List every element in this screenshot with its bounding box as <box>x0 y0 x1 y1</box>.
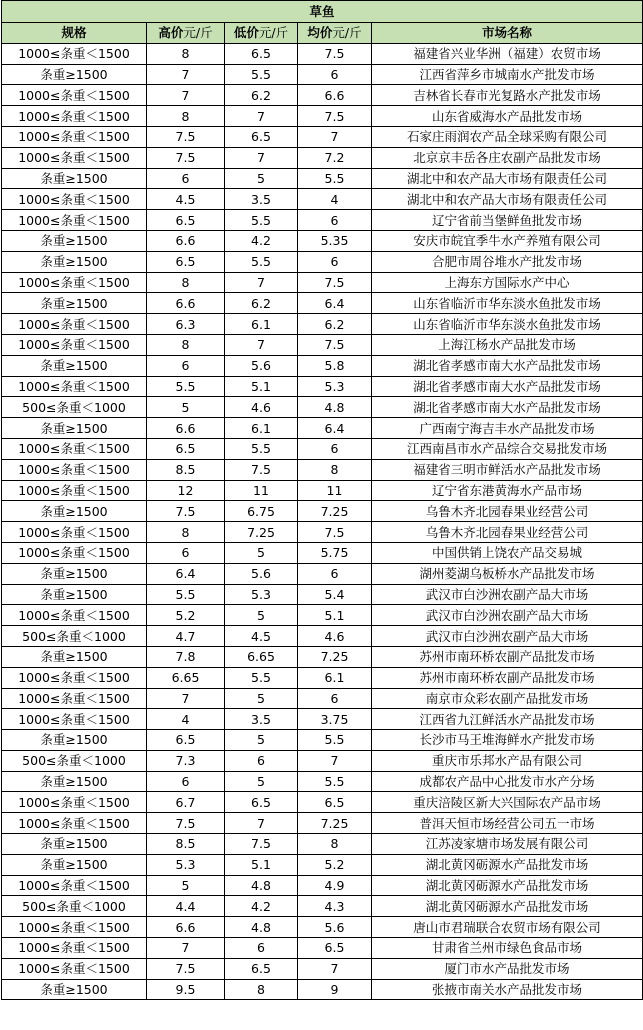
cell-high: 5.5 <box>147 584 225 605</box>
cell-low: 6.65 <box>225 646 298 667</box>
cell-avg: 4 <box>298 189 372 210</box>
cell-avg: 5.4 <box>298 584 372 605</box>
cell-low: 4.2 <box>225 230 298 251</box>
cell-spec: 1000≤条重＜1500 <box>2 542 147 563</box>
cell-high: 6.6 <box>147 917 225 938</box>
cell-spec: 条重≥1500 <box>2 854 147 875</box>
cell-market: 湖北省孝感市南大水产品批发市场 <box>372 376 643 397</box>
cell-high: 6 <box>147 355 225 376</box>
cell-spec: 1000≤条重＜1500 <box>2 334 147 355</box>
cell-low: 4.8 <box>225 875 298 896</box>
header-high <box>147 23 225 44</box>
cell-high: 4.7 <box>147 626 225 647</box>
cell-spec: 1000≤条重＜1500 <box>2 189 147 210</box>
cell-avg: 5.6 <box>298 917 372 938</box>
cell-high: 7.5 <box>147 813 225 834</box>
cell-spec: 条重≥1500 <box>2 834 147 855</box>
cell-market: 湖北黄冈砺源水产品批发市场 <box>372 875 643 896</box>
cell-low: 5 <box>225 730 298 751</box>
cell-avg: 6.5 <box>298 792 372 813</box>
cell-high: 4.5 <box>147 189 225 210</box>
cell-high: 5.5 <box>147 376 225 397</box>
cell-avg: 6 <box>298 563 372 584</box>
cell-market: 上海江杨水产品批发市场 <box>372 334 643 355</box>
table-row <box>2 418 643 439</box>
cell-avg: 5.1 <box>298 605 372 626</box>
table-row <box>2 251 643 272</box>
cell-avg: 6 <box>298 251 372 272</box>
cell-spec: 500≤条重＜1000 <box>2 397 147 418</box>
cell-spec: 条重≥1500 <box>2 563 147 584</box>
cell-spec: 1000≤条重＜1500 <box>2 875 147 896</box>
cell-market: 成都农产品中心批发市水产分场 <box>372 771 643 792</box>
cell-avg: 6 <box>298 210 372 231</box>
cell-market: 山东省临沂市华东淡水鱼批发市场 <box>372 314 643 335</box>
cell-spec: 条重≥1500 <box>2 584 147 605</box>
table-row <box>2 438 643 459</box>
cell-high: 6.5 <box>147 210 225 231</box>
cell-market: 乌鲁木齐北园春果业经营公司 <box>372 522 643 543</box>
cell-high: 7.5 <box>147 501 225 522</box>
cell-low: 4.8 <box>225 917 298 938</box>
cell-spec: 1000≤条重＜1500 <box>2 480 147 501</box>
table-title: 草鱼 <box>2 1 643 23</box>
table-row <box>2 397 643 418</box>
cell-low: 7.5 <box>225 834 298 855</box>
cell-spec: 1000≤条重＜1500 <box>2 43 147 64</box>
table-row <box>2 147 643 168</box>
cell-spec: 1000≤条重＜1500 <box>2 272 147 293</box>
cell-high: 6.4 <box>147 563 225 584</box>
cell-high: 9.5 <box>147 979 225 1000</box>
cell-high: 8.5 <box>147 459 225 480</box>
cell-spec: 1000≤条重＜1500 <box>2 958 147 979</box>
cell-high: 6.3 <box>147 314 225 335</box>
cell-spec: 1000≤条重＜1500 <box>2 126 147 147</box>
cell-avg: 8 <box>298 459 372 480</box>
cell-low: 3.5 <box>225 709 298 730</box>
table-row <box>2 230 643 251</box>
cell-low: 6 <box>225 750 298 771</box>
cell-spec: 1000≤条重＜1500 <box>2 376 147 397</box>
table-row <box>2 626 643 647</box>
cell-avg: 4.3 <box>298 896 372 917</box>
table-body <box>2 43 643 1000</box>
cell-low: 5 <box>225 542 298 563</box>
cell-low: 7.5 <box>225 459 298 480</box>
cell-high: 6.6 <box>147 293 225 314</box>
table-row <box>2 688 643 709</box>
table-row <box>2 584 643 605</box>
cell-avg: 9 <box>298 979 372 1000</box>
cell-avg: 8 <box>298 834 372 855</box>
table-row <box>2 459 643 480</box>
table-row <box>2 813 643 834</box>
cell-market: 广西南宁海吉丰水产品批发市场 <box>372 418 643 439</box>
cell-high: 7 <box>147 688 225 709</box>
cell-market: 福建省三明市鲜活水产品批发市场 <box>372 459 643 480</box>
header-high-unit: 元/斤 <box>183 25 213 41</box>
header-spec: 规格 <box>2 23 147 44</box>
cell-high: 7.8 <box>147 646 225 667</box>
cell-avg: 5.5 <box>298 771 372 792</box>
cell-spec: 条重≥1500 <box>2 418 147 439</box>
cell-avg: 6.5 <box>298 938 372 959</box>
cell-market: 中国供销上饶农产品交易城 <box>372 542 643 563</box>
cell-high: 5 <box>147 397 225 418</box>
cell-spec: 1000≤条重＜1500 <box>2 917 147 938</box>
cell-high: 7 <box>147 85 225 106</box>
cell-high: 4.4 <box>147 896 225 917</box>
cell-avg: 11 <box>298 480 372 501</box>
cell-high: 7.5 <box>147 147 225 168</box>
header-low-unit: 元/斤 <box>258 25 289 41</box>
title-row <box>2 1 643 23</box>
table-row <box>2 293 643 314</box>
cell-high: 8 <box>147 334 225 355</box>
cell-low: 7.25 <box>225 522 298 543</box>
cell-high: 6.5 <box>147 730 225 751</box>
cell-market: 苏州市南环桥农副产品批发市场 <box>372 646 643 667</box>
cell-avg: 6.1 <box>298 667 372 688</box>
cell-low: 4.2 <box>225 896 298 917</box>
cell-avg: 5.8 <box>298 355 372 376</box>
cell-low: 7 <box>225 334 298 355</box>
cell-market: 南京市众彩农副产品批发市场 <box>372 688 643 709</box>
table-row <box>2 522 643 543</box>
cell-spec: 条重≥1500 <box>2 979 147 1000</box>
cell-low: 5.6 <box>225 563 298 584</box>
table-row <box>2 938 643 959</box>
cell-market: 湖北省孝感市南大水产品批发市场 <box>372 355 643 376</box>
header-low <box>225 23 298 44</box>
cell-high: 6 <box>147 168 225 189</box>
table-row <box>2 979 643 1000</box>
cell-high: 8.5 <box>147 834 225 855</box>
table-row <box>2 501 643 522</box>
cell-avg: 6.4 <box>298 293 372 314</box>
table-row <box>2 126 643 147</box>
cell-low: 5.5 <box>225 667 298 688</box>
cell-market: 厦门市水产品批发市场 <box>372 958 643 979</box>
cell-market: 安庆市皖宜季牛水产养殖有限公司 <box>372 230 643 251</box>
table-row <box>2 85 643 106</box>
cell-market: 甘肃省兰州市绿色食品市场 <box>372 938 643 959</box>
cell-high: 6.5 <box>147 251 225 272</box>
cell-low: 6 <box>225 938 298 959</box>
cell-market: 江西省九江鲜活水产品批发市场 <box>372 709 643 730</box>
table-row <box>2 314 643 335</box>
cell-avg: 7.5 <box>298 334 372 355</box>
cell-avg: 5.3 <box>298 376 372 397</box>
table-row <box>2 376 643 397</box>
cell-market: 武汉市白沙洲农副产品大市场 <box>372 605 643 626</box>
cell-high: 12 <box>147 480 225 501</box>
header-low-label: 低价 <box>233 25 259 41</box>
table-row <box>2 709 643 730</box>
cell-spec: 条重≥1500 <box>2 64 147 85</box>
cell-low: 4.6 <box>225 397 298 418</box>
cell-avg: 5.75 <box>298 542 372 563</box>
header-avg <box>298 23 372 44</box>
table-row <box>2 667 643 688</box>
cell-low: 5 <box>225 771 298 792</box>
cell-avg: 7 <box>298 126 372 147</box>
table-row <box>2 792 643 813</box>
cell-market: 山东省临沂市华东淡水鱼批发市场 <box>372 293 643 314</box>
cell-spec: 条重≥1500 <box>2 293 147 314</box>
cell-market: 北京京丰岳各庄农副产品批发市场 <box>372 147 643 168</box>
cell-low: 6.5 <box>225 43 298 64</box>
cell-spec: 条重≥1500 <box>2 230 147 251</box>
cell-low: 5.3 <box>225 584 298 605</box>
cell-high: 8 <box>147 106 225 127</box>
cell-spec: 条重≥1500 <box>2 646 147 667</box>
cell-market: 湖北中和农产品大市场有限责任公司 <box>372 189 643 210</box>
cell-low: 6.5 <box>225 958 298 979</box>
cell-market: 石家庄雨润农产品全球采购有限公司 <box>372 126 643 147</box>
table-row <box>2 563 643 584</box>
cell-low: 6.1 <box>225 314 298 335</box>
cell-low: 5.5 <box>225 64 298 85</box>
header-high-label: 高价 <box>158 25 184 41</box>
cell-avg: 6 <box>298 688 372 709</box>
cell-avg: 5.5 <box>298 730 372 751</box>
cell-high: 8 <box>147 522 225 543</box>
cell-high: 8 <box>147 272 225 293</box>
cell-high: 6 <box>147 771 225 792</box>
table-row <box>2 917 643 938</box>
header-row <box>2 23 643 44</box>
cell-high: 6.6 <box>147 230 225 251</box>
cell-avg: 7.5 <box>298 106 372 127</box>
cell-low: 8 <box>225 979 298 1000</box>
table-row <box>2 272 643 293</box>
cell-market: 苏州市南环桥农副产品批发市场 <box>372 667 643 688</box>
cell-avg: 7.5 <box>298 272 372 293</box>
cell-avg: 6.2 <box>298 314 372 335</box>
cell-avg: 7.5 <box>298 43 372 64</box>
table-row <box>2 355 643 376</box>
cell-avg: 6.6 <box>298 85 372 106</box>
cell-market: 江西省萍乡市城南水产批发市场 <box>372 64 643 85</box>
cell-spec: 1000≤条重＜1500 <box>2 106 147 127</box>
cell-low: 7 <box>225 813 298 834</box>
cell-low: 5.1 <box>225 376 298 397</box>
header-avg-unit: 元/斤 <box>332 25 362 41</box>
cell-spec: 1000≤条重＜1500 <box>2 709 147 730</box>
cell-market: 湖北黄冈砺源水产品批发市场 <box>372 854 643 875</box>
table-row <box>2 730 643 751</box>
cell-low: 5 <box>225 605 298 626</box>
cell-low: 6.1 <box>225 418 298 439</box>
cell-avg: 7.5 <box>298 522 372 543</box>
cell-low: 6.5 <box>225 126 298 147</box>
cell-market: 湖州菱湖乌板桥水产品批发市场 <box>372 563 643 584</box>
cell-high: 8 <box>147 43 225 64</box>
cell-spec: 1000≤条重＜1500 <box>2 605 147 626</box>
cell-high: 7.3 <box>147 750 225 771</box>
cell-high: 4 <box>147 709 225 730</box>
cell-avg: 7 <box>298 958 372 979</box>
cell-spec: 1000≤条重＜1500 <box>2 147 147 168</box>
table-row <box>2 875 643 896</box>
cell-low: 6.2 <box>225 293 298 314</box>
cell-low: 7 <box>225 106 298 127</box>
cell-spec: 条重≥1500 <box>2 771 147 792</box>
cell-avg: 7.25 <box>298 501 372 522</box>
cell-low: 5.6 <box>225 355 298 376</box>
cell-low: 3.5 <box>225 189 298 210</box>
cell-market: 张掖市南关水产品批发市场 <box>372 979 643 1000</box>
table-row <box>2 958 643 979</box>
cell-spec: 1000≤条重＜1500 <box>2 210 147 231</box>
cell-avg: 3.75 <box>298 709 372 730</box>
table-row <box>2 43 643 64</box>
table-row <box>2 542 643 563</box>
cell-high: 5.2 <box>147 605 225 626</box>
cell-low: 5 <box>225 688 298 709</box>
cell-market: 武汉市白沙洲农副产品大市场 <box>372 584 643 605</box>
cell-spec: 500≤条重＜1000 <box>2 896 147 917</box>
table-row <box>2 168 643 189</box>
cell-high: 6.65 <box>147 667 225 688</box>
table-row <box>2 106 643 127</box>
cell-market: 重庆市乐邦水产品有限公司 <box>372 750 643 771</box>
cell-low: 7 <box>225 272 298 293</box>
cell-spec: 1000≤条重＜1500 <box>2 314 147 335</box>
cell-market: 普洱天恒市场经营公司五一市场 <box>372 813 643 834</box>
cell-market: 江西南昌市水产品综合交易批发市场 <box>372 438 643 459</box>
cell-avg: 7 <box>298 750 372 771</box>
cell-spec: 1000≤条重＜1500 <box>2 938 147 959</box>
table-row <box>2 210 643 231</box>
header-avg-label: 均价 <box>307 25 333 41</box>
cell-high: 6 <box>147 542 225 563</box>
cell-low: 4.5 <box>225 626 298 647</box>
cell-market: 乌鲁木齐北园春果业经营公司 <box>372 501 643 522</box>
cell-market: 上海东方国际水产中心 <box>372 272 643 293</box>
cell-spec: 500≤条重＜1000 <box>2 750 147 771</box>
cell-avg: 7.25 <box>298 646 372 667</box>
cell-high: 5 <box>147 875 225 896</box>
cell-avg: 4.9 <box>298 875 372 896</box>
table-row <box>2 750 643 771</box>
cell-market: 武汉市白沙洲农副产品大市场 <box>372 626 643 647</box>
price-table <box>1 0 643 1000</box>
cell-spec: 条重≥1500 <box>2 168 147 189</box>
cell-spec: 条重≥1500 <box>2 355 147 376</box>
cell-low: 5.5 <box>225 438 298 459</box>
table-row <box>2 605 643 626</box>
cell-low: 5.5 <box>225 210 298 231</box>
table-row <box>2 896 643 917</box>
cell-spec: 1000≤条重＜1500 <box>2 813 147 834</box>
cell-high: 5.3 <box>147 854 225 875</box>
table-row <box>2 834 643 855</box>
cell-spec: 1000≤条重＜1500 <box>2 459 147 480</box>
cell-spec: 1000≤条重＜1500 <box>2 792 147 813</box>
cell-market: 福建省兴业华洲（福建）农贸市场 <box>372 43 643 64</box>
cell-market: 长沙市马王堆海鲜水产批发市场 <box>372 730 643 751</box>
cell-low: 6.75 <box>225 501 298 522</box>
cell-spec: 条重≥1500 <box>2 251 147 272</box>
header-market: 市场名称 <box>372 23 643 44</box>
cell-low: 11 <box>225 480 298 501</box>
cell-avg: 7.25 <box>298 813 372 834</box>
table-row <box>2 189 643 210</box>
cell-avg: 7.2 <box>298 147 372 168</box>
cell-low: 5.5 <box>225 251 298 272</box>
cell-high: 7 <box>147 938 225 959</box>
cell-high: 7 <box>147 64 225 85</box>
cell-high: 7.5 <box>147 958 225 979</box>
cell-spec: 1000≤条重＜1500 <box>2 522 147 543</box>
cell-high: 6.6 <box>147 418 225 439</box>
cell-avg: 6 <box>298 64 372 85</box>
cell-high: 6.7 <box>147 792 225 813</box>
cell-avg: 4.6 <box>298 626 372 647</box>
cell-market: 江苏凌家塘市场发展有限公司 <box>372 834 643 855</box>
cell-avg: 6 <box>298 438 372 459</box>
cell-market: 湖北中和农产品大市场有限责任公司 <box>372 168 643 189</box>
cell-avg: 4.8 <box>298 397 372 418</box>
cell-market: 辽宁省前当堡鲜鱼批发市场 <box>372 210 643 231</box>
cell-market: 湖北省孝感市南大水产品批发市场 <box>372 397 643 418</box>
cell-low: 6.2 <box>225 85 298 106</box>
cell-market: 湖北黄冈砺源水产品批发市场 <box>372 896 643 917</box>
cell-avg: 6.4 <box>298 418 372 439</box>
table-row <box>2 771 643 792</box>
cell-low: 5.1 <box>225 854 298 875</box>
cell-low: 5 <box>225 168 298 189</box>
cell-avg: 5.2 <box>298 854 372 875</box>
cell-spec: 条重≥1500 <box>2 730 147 751</box>
cell-spec: 1000≤条重＜1500 <box>2 667 147 688</box>
cell-high: 6.5 <box>147 438 225 459</box>
cell-market: 合肥市周谷堆水产批发市场 <box>372 251 643 272</box>
cell-market: 唐山市君瑞联合农贸市场有限公司 <box>372 917 643 938</box>
table-row <box>2 64 643 85</box>
cell-market: 辽宁省东港黄海水产品市场 <box>372 480 643 501</box>
table-row <box>2 646 643 667</box>
cell-low: 6.5 <box>225 792 298 813</box>
cell-market: 山东省威海水产品批发市场 <box>372 106 643 127</box>
table-row <box>2 480 643 501</box>
cell-spec: 500≤条重＜1000 <box>2 626 147 647</box>
cell-market: 重庆涪陵区新大兴国际农产品市场 <box>372 792 643 813</box>
cell-spec: 1000≤条重＜1500 <box>2 85 147 106</box>
table-row <box>2 854 643 875</box>
cell-spec: 1000≤条重＜1500 <box>2 688 147 709</box>
table-row <box>2 334 643 355</box>
cell-low: 7 <box>225 147 298 168</box>
cell-spec: 条重≥1500 <box>2 501 147 522</box>
cell-avg: 5.35 <box>298 230 372 251</box>
cell-spec: 1000≤条重＜1500 <box>2 438 147 459</box>
cell-high: 7.5 <box>147 126 225 147</box>
cell-market: 吉林省长春市光复路水产批发市场 <box>372 85 643 106</box>
cell-avg: 5.5 <box>298 168 372 189</box>
